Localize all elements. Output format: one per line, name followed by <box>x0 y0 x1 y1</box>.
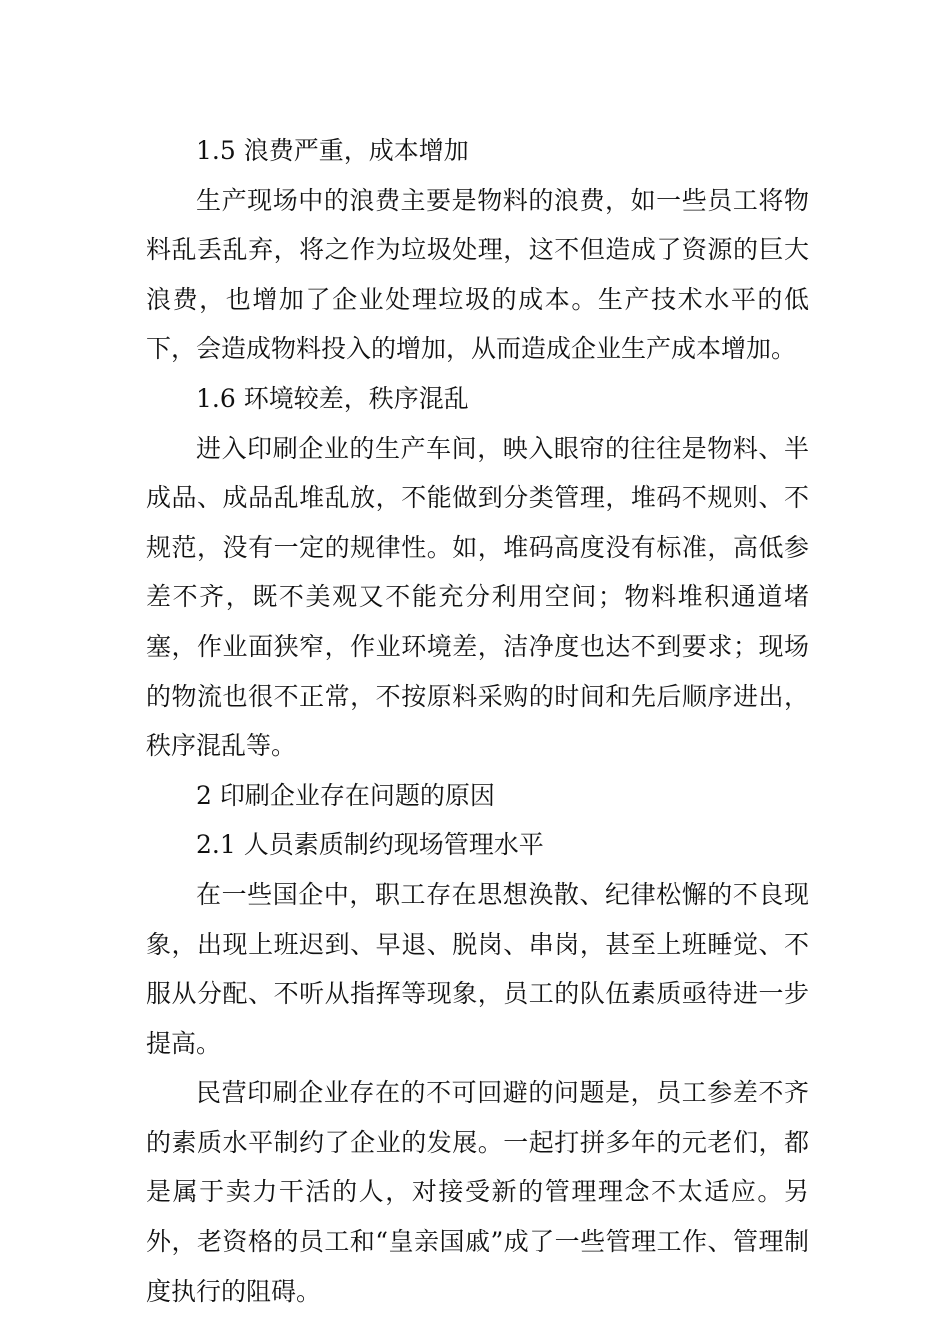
document-page <box>146 126 809 1316</box>
section-heading-1-6: 1.6 环境较差，秩序混乱 <box>196 383 469 413</box>
section-heading-2-1: 2.1 人员素质制约现场管理水平 <box>196 830 544 860</box>
body-paragraph: 在一些国企中，职工存在思想涣散、纪律松懈的不良现象，出现上班迟到、早退、脱岗、串岗，甚至上班睡觉、不服从分配、不听从指挥等现象，员工的队伍素质亟待进一步提高。 <box>146 879 809 1058</box>
body-paragraph: 民营印刷企业存在的不可回避的问题是，员工参差不齐的素质水平制约了企业的发展。一起打拼多年的元老们，都是属于卖力干活的人，对接受新的管理理念不太适应。另外，老资格的员工和“皇亲国戚”成了一些管理工作、管理制度执行的阻碍。 <box>146 1078 809 1306</box>
body-paragraph: 进入印刷企业的生产车间，映入眼帘的往往是物料、半成品、成品乱堆乱放，不能做到分类管理，堆码不规则、不规范，没有一定的规律性。如，堆码高度没有标准，高低参差不齐，既不美观又不能充分利用空间；物料堆积通道堵塞，作业面狭窄，作业环境差，洁净度也达不到要求；现场的物流也很不正常，不按原料采购的时间和先后顺序进出，秩序混乱等。 <box>146 433 809 761</box>
body-paragraph: 生产现场中的浪费主要是物料的浪费，如一些员工将物料乱丢乱弃，将之作为垃圾处理，这不但造成了资源的巨大浪费，也增加了企业处理垃圾的成本。生产技术水平的低下，会造成物料投入的增加，从而造成企业生产成本增加。 <box>146 185 809 364</box>
section-heading-2: 2 印刷企业存在问题的原因 <box>196 780 495 810</box>
section-heading-1-5: 1.5 浪费严重，成本增加 <box>196 136 469 165</box>
